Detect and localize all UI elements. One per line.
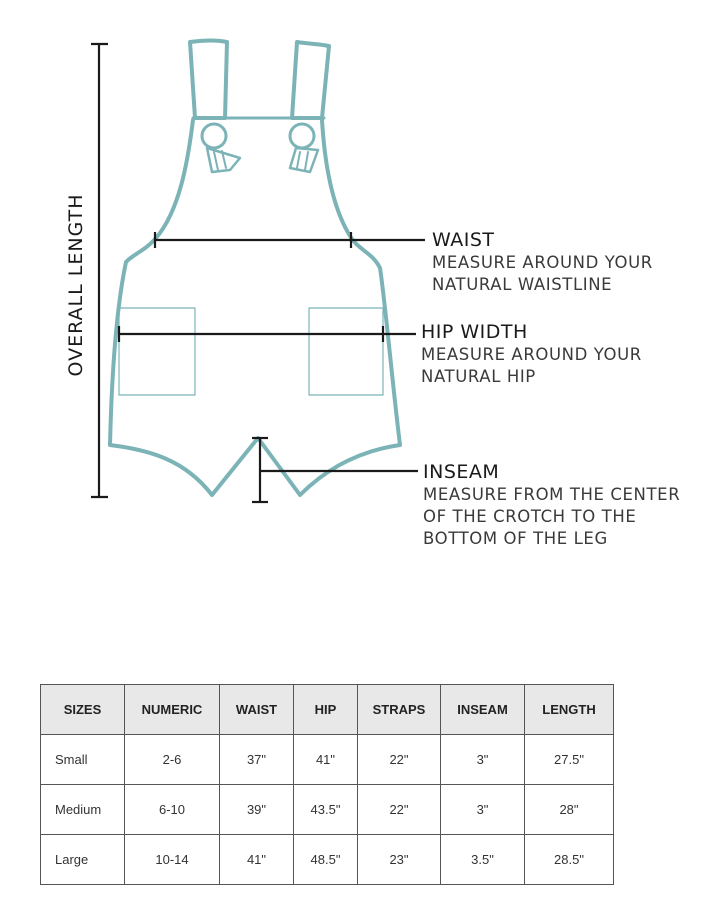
- size-chart-table: [40, 684, 614, 885]
- cell-size: Large: [41, 835, 125, 885]
- cell-length: 28.5": [525, 835, 614, 885]
- waist-desc-line2: NATURAL WAISTLINE: [432, 275, 613, 294]
- header-hip: HIP: [294, 685, 358, 735]
- inseam-desc-line3: BOTTOM OF THE LEG: [423, 529, 608, 548]
- cell-length: 27.5": [525, 735, 614, 785]
- hip-title: HIP WIDTH: [421, 321, 528, 343]
- left-button-icon: [202, 124, 240, 172]
- cell-straps: 22": [358, 735, 441, 785]
- header-length: LENGTH: [525, 685, 614, 735]
- cell-size: Medium: [41, 785, 125, 835]
- table-row: [41, 835, 614, 885]
- cell-inseam: 3": [441, 785, 525, 835]
- cell-straps: 23": [358, 835, 441, 885]
- cell-hip: 43.5": [294, 785, 358, 835]
- waist-line: [155, 232, 425, 248]
- inseam-desc-line1: MEASURE FROM THE CENTER: [423, 485, 681, 504]
- overalls-garment: [110, 41, 400, 496]
- left-pocket: [119, 308, 195, 395]
- hip-line: [119, 326, 416, 342]
- cell-numeric: 10-14: [125, 835, 220, 885]
- header-numeric: NUMERIC: [125, 685, 220, 735]
- cell-hip: 41": [294, 735, 358, 785]
- cell-numeric: 6-10: [125, 785, 220, 835]
- left-strap: [190, 41, 227, 119]
- header-inseam: INSEAM: [441, 685, 525, 735]
- cell-numeric: 2-6: [125, 735, 220, 785]
- cell-waist: 41": [220, 835, 294, 885]
- header-waist: WAIST: [220, 685, 294, 735]
- overall-length-label: OVERALL LENGTH: [65, 193, 87, 377]
- cell-hip: 48.5": [294, 835, 358, 885]
- table-row: [41, 785, 614, 835]
- table-row: [41, 735, 614, 785]
- header-sizes: SIZES: [41, 685, 125, 735]
- cell-inseam: 3": [441, 735, 525, 785]
- cell-straps: 22": [358, 785, 441, 835]
- cell-length: 28": [525, 785, 614, 835]
- measurement-lines: [91, 44, 425, 502]
- right-button-icon: [290, 124, 318, 172]
- waist-title: WAIST: [432, 229, 495, 251]
- inseam-title: INSEAM: [423, 461, 500, 483]
- waist-desc-line1: MEASURE AROUND YOUR: [432, 253, 653, 272]
- hip-desc-line2: NATURAL HIP: [421, 367, 536, 386]
- header-straps: STRAPS: [358, 685, 441, 735]
- table-header-row: [41, 685, 614, 735]
- right-strap: [292, 42, 329, 118]
- right-pocket: [309, 308, 383, 395]
- overall-length-line: [91, 44, 108, 497]
- cell-inseam: 3.5": [441, 835, 525, 885]
- cell-waist: 37": [220, 735, 294, 785]
- inseam-desc-line2: OF THE CROTCH TO THE: [423, 507, 637, 526]
- cell-size: Small: [41, 735, 125, 785]
- cell-waist: 39": [220, 785, 294, 835]
- hip-desc-line1: MEASURE AROUND YOUR: [421, 345, 642, 364]
